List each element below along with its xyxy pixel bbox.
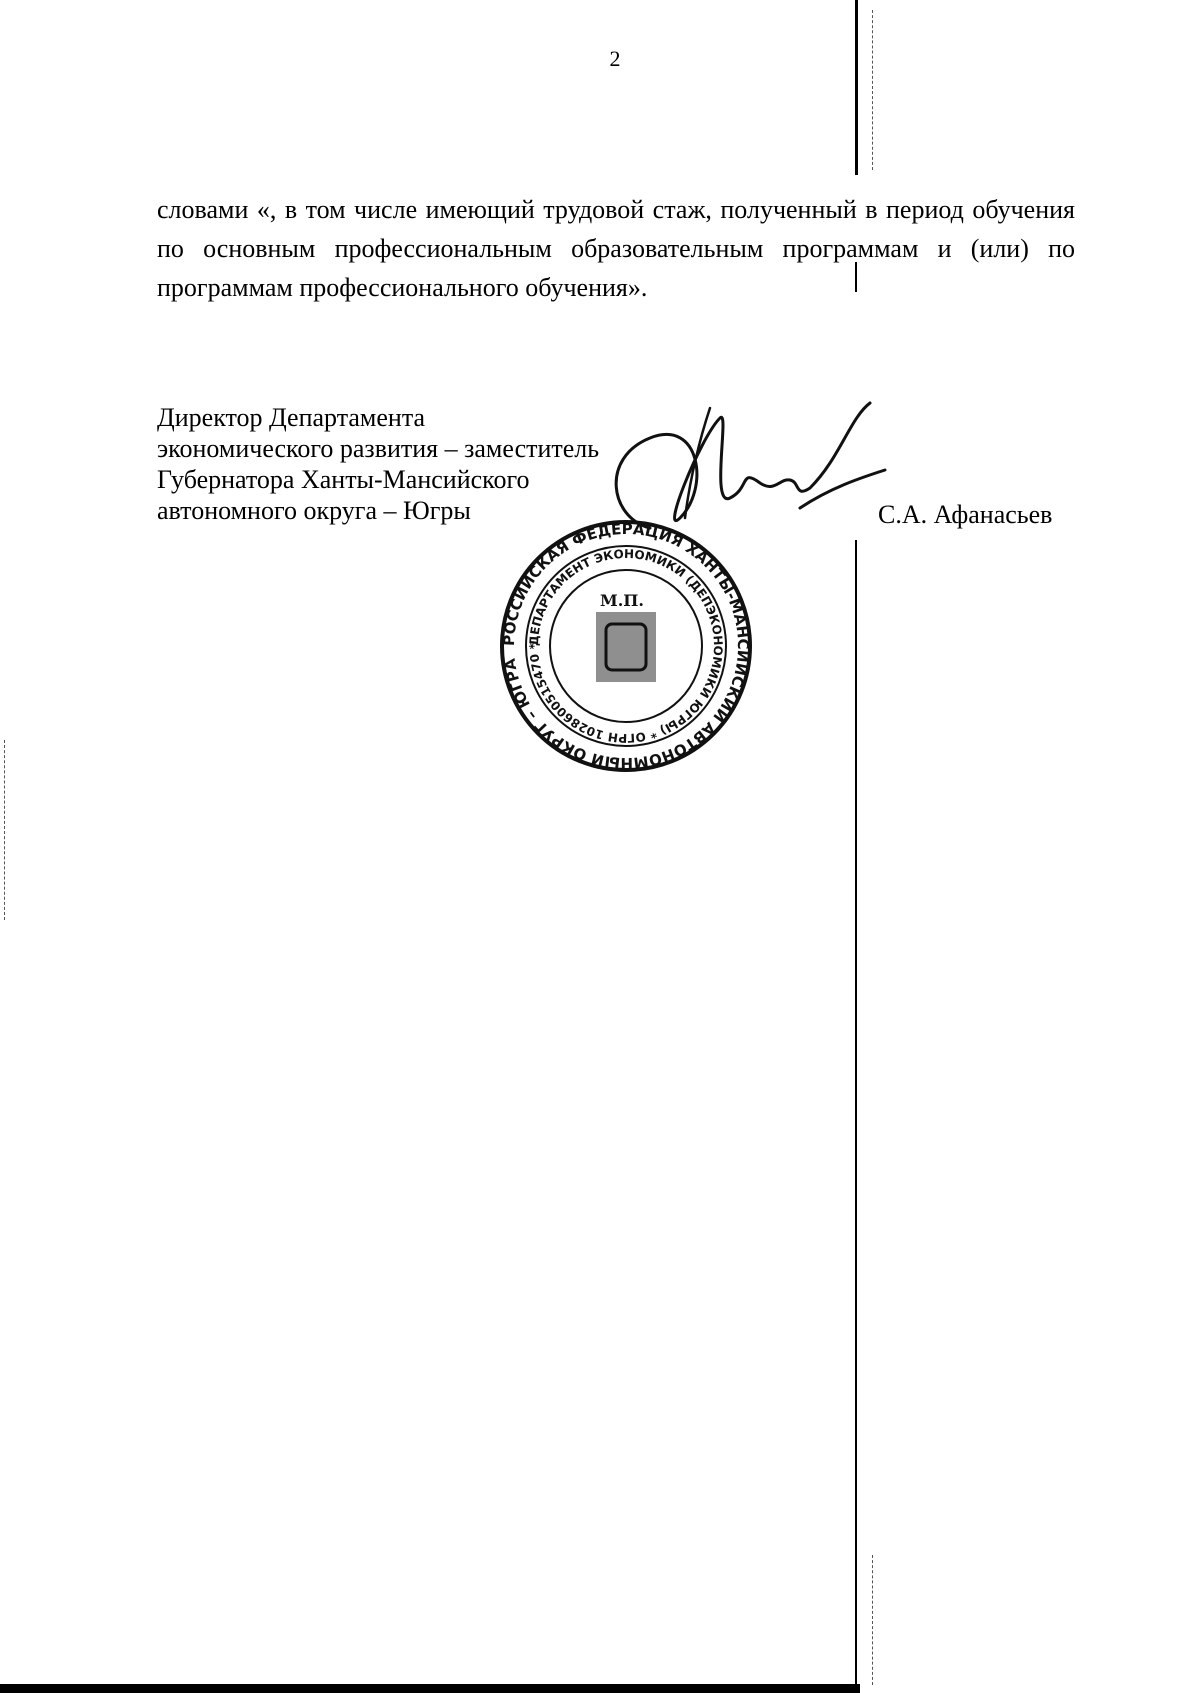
official-seal [500,520,752,772]
scan-border-bottom [0,1684,860,1693]
signature-stroke [616,403,885,528]
signer-title-line: экономического развития – заместитель [157,434,600,463]
page-number: 2 [609,46,621,71]
scan-dash-right [872,10,874,170]
signer-title-line: Губернатора Ханты-Мансийского [157,465,530,494]
seal-inner-textpath: ДЕПАРТАМЕНТ ЭКОНОМИКИ (ДЕПЭКОНОМИКИ ЮГРЫ) * ОГРН 1028600515470 * [526,546,726,746]
scan-dash-right-lower [872,1555,874,1685]
signer-title [157,402,599,526]
scan-border-vertical-lower [855,540,857,1693]
handwritten-signature [590,398,890,548]
body-paragraph: словами «, в том числе имеющий трудовой стаж, полученный в период обучения по основным профессиональным образовательным программам и (или) по программам профессионального обучения». [157,195,1075,302]
signer-title-line: Директор Департамента [157,403,426,432]
signature-stroke [685,408,710,518]
signer-title-line: автономного округа – Югры [157,496,471,525]
signer-name: С.А. Афанасьев [878,500,1053,529]
scan-border-vertical [855,0,858,175]
seal-outer-textpath: РОССИЙСКАЯ ФЕДЕРАЦИЯ ХАНТЫ-МАНСИЙСКИЙ АВТОНОМНЫЙ ОКРУГ – ЮГРА [500,520,752,772]
seal-center-mark: М.П. [600,591,644,610]
scan-dash-left [4,740,6,920]
